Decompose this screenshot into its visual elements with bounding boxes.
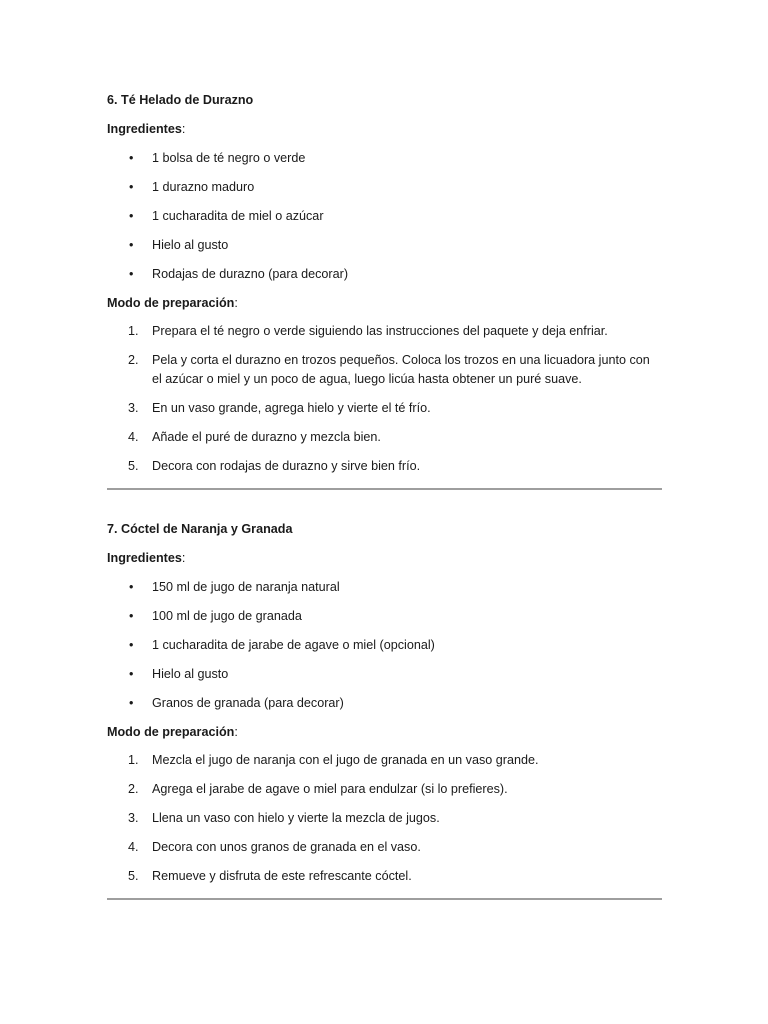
- recipe-title: 7. Cóctel de Naranja y Granada: [107, 522, 293, 536]
- method-label: Modo de preparación: [107, 725, 235, 739]
- colon: :: [181, 122, 186, 136]
- step-number: 3.: [128, 811, 139, 825]
- step-text: Mezcla el jugo de naranja con el jugo de granada en un vaso grande.: [152, 753, 539, 767]
- bullet: •: [129, 151, 134, 165]
- step-text: Llena un vaso con hielo y vierte la mezcla de jugos.: [152, 811, 440, 825]
- ingredient-text: 1 bolsa de té negro o verde: [152, 151, 306, 165]
- ingredient-text: Hielo al gusto: [152, 238, 229, 252]
- ingredient-text: Granos de granada (para decorar): [152, 696, 344, 710]
- step-number: 1.: [128, 753, 139, 767]
- list-item: [107, 264, 662, 285]
- step-number: 5.: [128, 459, 139, 473]
- recipe-section: [107, 519, 662, 900]
- bullet: •: [129, 580, 134, 594]
- ingredient-text: 1 durazno maduro: [152, 180, 255, 194]
- list-item: [107, 235, 662, 256]
- step-text: Prepara el té negro o verde siguiendo las instrucciones del paquete y deja enfriar.: [152, 324, 608, 338]
- list-item: [107, 664, 662, 685]
- ingredients-heading: [107, 119, 662, 140]
- ingredient-text: 150 ml de jugo de naranja natural: [152, 580, 340, 594]
- method-label: Modo de preparación: [107, 296, 235, 310]
- ingredients-label: Ingredientes: [107, 122, 182, 136]
- recipe-title: 6. Té Helado de Durazno: [107, 93, 254, 107]
- step-text: Remueve y disfruta de este refrescante cóctel.: [152, 869, 412, 883]
- steps-list: [107, 322, 662, 476]
- colon: :: [234, 296, 238, 310]
- step-number: 4.: [128, 840, 139, 854]
- ingredient-text: Hielo al gusto: [152, 667, 229, 681]
- step-text: Agrega el jarabe de agave o miel para endulzar (si lo prefieres).: [152, 782, 508, 796]
- step-text: Pela y corta el durazno en trozos pequeños. Coloca los trozos en una licuadora junto con el azúcar o miel y un poco de agua, luego licúa hasta obtener un puré suave.: [152, 353, 650, 386]
- step-text: Decora con unos granos de granada en el vaso.: [152, 840, 421, 854]
- ingredients-label: Ingredientes: [107, 551, 182, 565]
- list-item: [107, 635, 662, 656]
- bullet: •: [129, 267, 134, 281]
- bullet: •: [129, 667, 134, 681]
- list-item: [107, 780, 662, 799]
- recipe-section: [107, 90, 662, 490]
- steps-list: [107, 751, 662, 886]
- bullet: •: [129, 180, 134, 194]
- ingredient-text: 1 cucharadita de miel o azúcar: [152, 209, 324, 223]
- colon: :: [234, 725, 238, 739]
- step-number: 1.: [128, 324, 139, 338]
- step-number: 3.: [128, 401, 139, 415]
- section-divider: [107, 898, 662, 900]
- ingredients-heading: [107, 548, 662, 569]
- step-text: En un vaso grande, agrega hielo y vierte el té frío.: [152, 401, 431, 415]
- step-number: 2.: [128, 782, 139, 796]
- method-heading: [107, 293, 662, 314]
- step-text: Decora con rodajas de durazno y sirve bien frío.: [152, 459, 421, 473]
- step-text: Añade el puré de durazno y mezcla bien.: [152, 430, 381, 444]
- list-item: [107, 322, 662, 341]
- document-content: [107, 90, 662, 900]
- ingredients-list: [107, 577, 662, 714]
- list-item: [107, 428, 662, 447]
- list-item: [107, 457, 662, 476]
- ingredient-text: Rodajas de durazno (para decorar): [152, 267, 349, 281]
- list-item: [107, 867, 662, 886]
- bullet: •: [129, 696, 134, 710]
- step-number: 4.: [128, 430, 139, 444]
- step-number: 2.: [128, 353, 139, 367]
- list-item: [107, 351, 662, 389]
- ingredients-list: [107, 148, 662, 285]
- step-number: 5.: [128, 869, 139, 883]
- list-item: [107, 577, 662, 598]
- list-item: [107, 751, 662, 770]
- list-item: [107, 693, 662, 714]
- list-item: [107, 177, 662, 198]
- bullet: •: [129, 638, 134, 652]
- bullet: •: [129, 209, 134, 223]
- list-item: [107, 809, 662, 828]
- list-item: [107, 206, 662, 227]
- bullet: •: [129, 238, 134, 252]
- colon: :: [181, 551, 186, 565]
- section-divider: [107, 488, 662, 490]
- bullet: •: [129, 609, 134, 623]
- list-item: [107, 148, 662, 169]
- method-heading: [107, 722, 662, 743]
- ingredient-text: 1 cucharadita de jarabe de agave o miel (opcional): [152, 638, 435, 652]
- list-item: [107, 606, 662, 627]
- ingredient-text: 100 ml de jugo de granada: [152, 609, 302, 623]
- list-item: [107, 838, 662, 857]
- list-item: [107, 399, 662, 418]
